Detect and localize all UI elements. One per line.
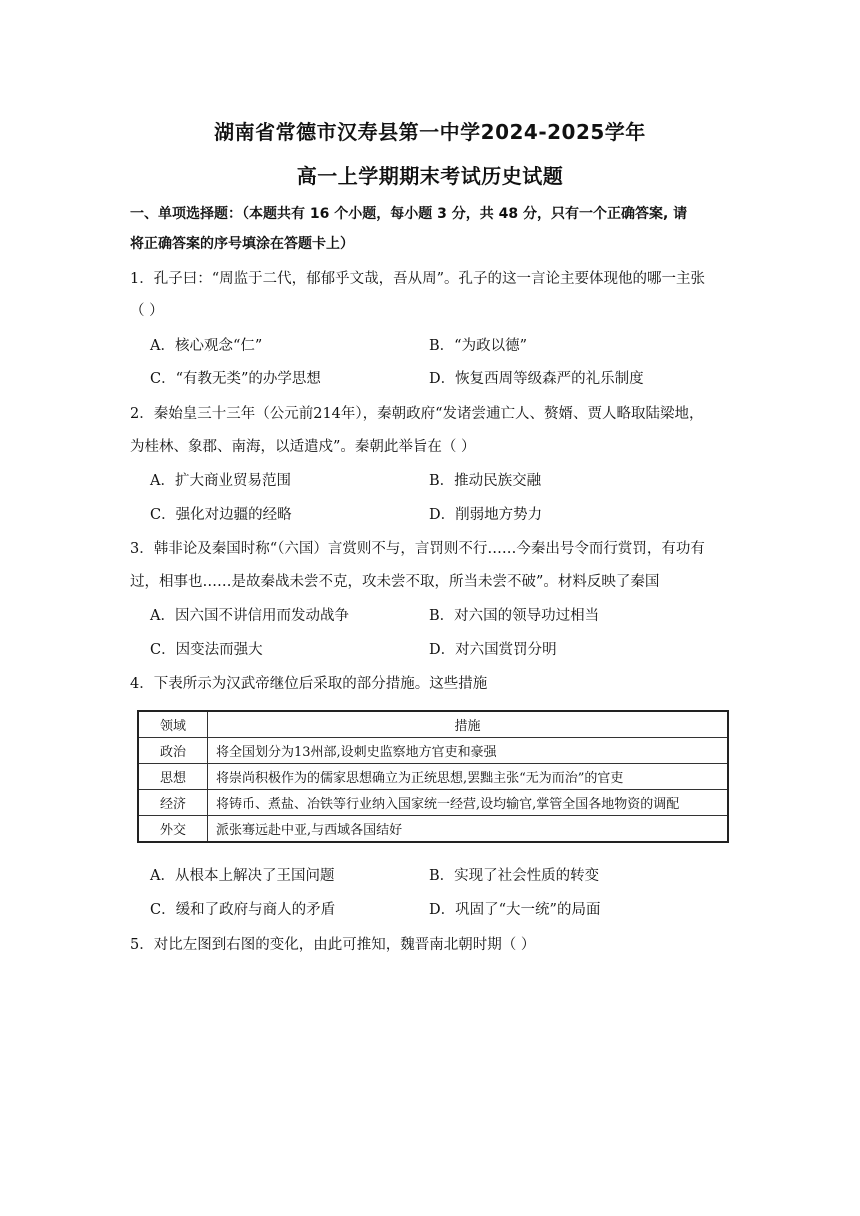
question-2-line2: 为桂林、象郡、南海，以适遣戍”。秦朝此举旨在（ ）	[130, 439, 476, 455]
table-header-measures: 措施	[208, 711, 729, 738]
question-3-line1: 3．韩非论及秦国时称“（六国）言赏则不与，言罚则不行……今秦出号令而行赏罚，有功有	[130, 541, 705, 557]
table-cell-measure: 将铸币、煮盐、冶铁等行业纳入国家统一经营,设均输官,掌管全国各地物资的调配	[208, 790, 729, 816]
table-cell-field: 经济	[138, 790, 208, 816]
question-4-line1: 4．下表所示为汉武帝继位后采取的部分措施。这些措施	[130, 676, 488, 692]
section-heading-line1: 一、单项选择题：（本题共有 16 个小题，每小题 3 分，共 48 分，只有一个正确答案, 请	[130, 206, 688, 222]
table-row	[138, 790, 728, 816]
question-1-option-d: D．恢复西周等级森严的礼乐制度	[429, 371, 644, 387]
question-1-option-a: A．核心观念“仁”	[150, 338, 263, 354]
question-4-option-d: D．巩固了“大一统”的局面	[429, 902, 601, 918]
question-1-line1: 1．孔子曰：“周监于二代，郁郁乎文哉，吾从周”。孔子的这一言论主要体现他的哪一主张	[130, 271, 706, 287]
table-cell-field: 外交	[138, 816, 208, 843]
table-cell-field: 思想	[138, 764, 208, 790]
question-3-option-b: B．对六国的领导功过相当	[429, 608, 600, 624]
measures-table	[137, 710, 729, 843]
table-cell-measure: 将全国划分为13州部,设刺史监察地方官吏和豪强	[208, 738, 729, 764]
table-row	[138, 816, 728, 843]
question-2-option-b: B．推动民族交融	[429, 473, 542, 489]
table-cell-field: 政治	[138, 738, 208, 764]
question-2-option-d: D．削弱地方势力	[429, 507, 543, 523]
table-row	[138, 764, 728, 790]
question-1-option-c: C．“有教无类”的办学思想	[150, 371, 321, 387]
question-3-option-d: D．对六国赏罚分明	[429, 642, 557, 658]
table-cell-measure: 将崇尚积极作为的儒家思想确立为正统思想,罢黜主张“无为而治”的官吏	[208, 764, 729, 790]
question-4-option-b: B．实现了社会性质的转变	[429, 868, 600, 884]
table-header-row	[138, 711, 728, 738]
question-2-option-c: C．强化对边疆的经略	[150, 507, 292, 523]
question-1-option-b: B．“为政以德”	[429, 338, 527, 354]
question-2-line1: 2．秦始皇三十三年（公元前214年），秦朝政府“发诸尝逋亡人、赘婿、贾人略取陆梁地，	[130, 406, 704, 422]
question-3-option-a: A．因六国不讲信用而发动战争	[150, 608, 349, 624]
table-cell-measure: 派张骞远赴中亚,与西域各国结好	[208, 816, 729, 843]
question-2-option-a: A．扩大商业贸易范围	[150, 473, 291, 489]
table-header-field: 领域	[138, 711, 208, 738]
table-row	[138, 738, 728, 764]
question-1-line2: （ ）	[130, 303, 164, 319]
question-4-option-a: A．从根本上解决了王国问题	[150, 868, 335, 884]
question-5-line1: 5．对比左图到右图的变化，由此可推知，魏晋南北朝时期（ ）	[130, 937, 536, 953]
question-4-option-c: C．缓和了政府与商人的矛盾	[150, 902, 336, 918]
section-heading-line2: 将正确答案的序号填涂在答题卡上）	[130, 236, 354, 252]
question-3-option-c: C．因变法而强大	[150, 642, 263, 658]
doc-title-line1: 湖南省常德市汉寿县第一中学2024-2025学年	[214, 120, 646, 144]
doc-title-line2: 高一上学期期末考试历史试题	[296, 164, 564, 188]
question-3-line2: 过，相事也……是故秦战未尝不克，攻未尝不取，所当未尝不破”。材料反映了秦国	[130, 574, 660, 590]
